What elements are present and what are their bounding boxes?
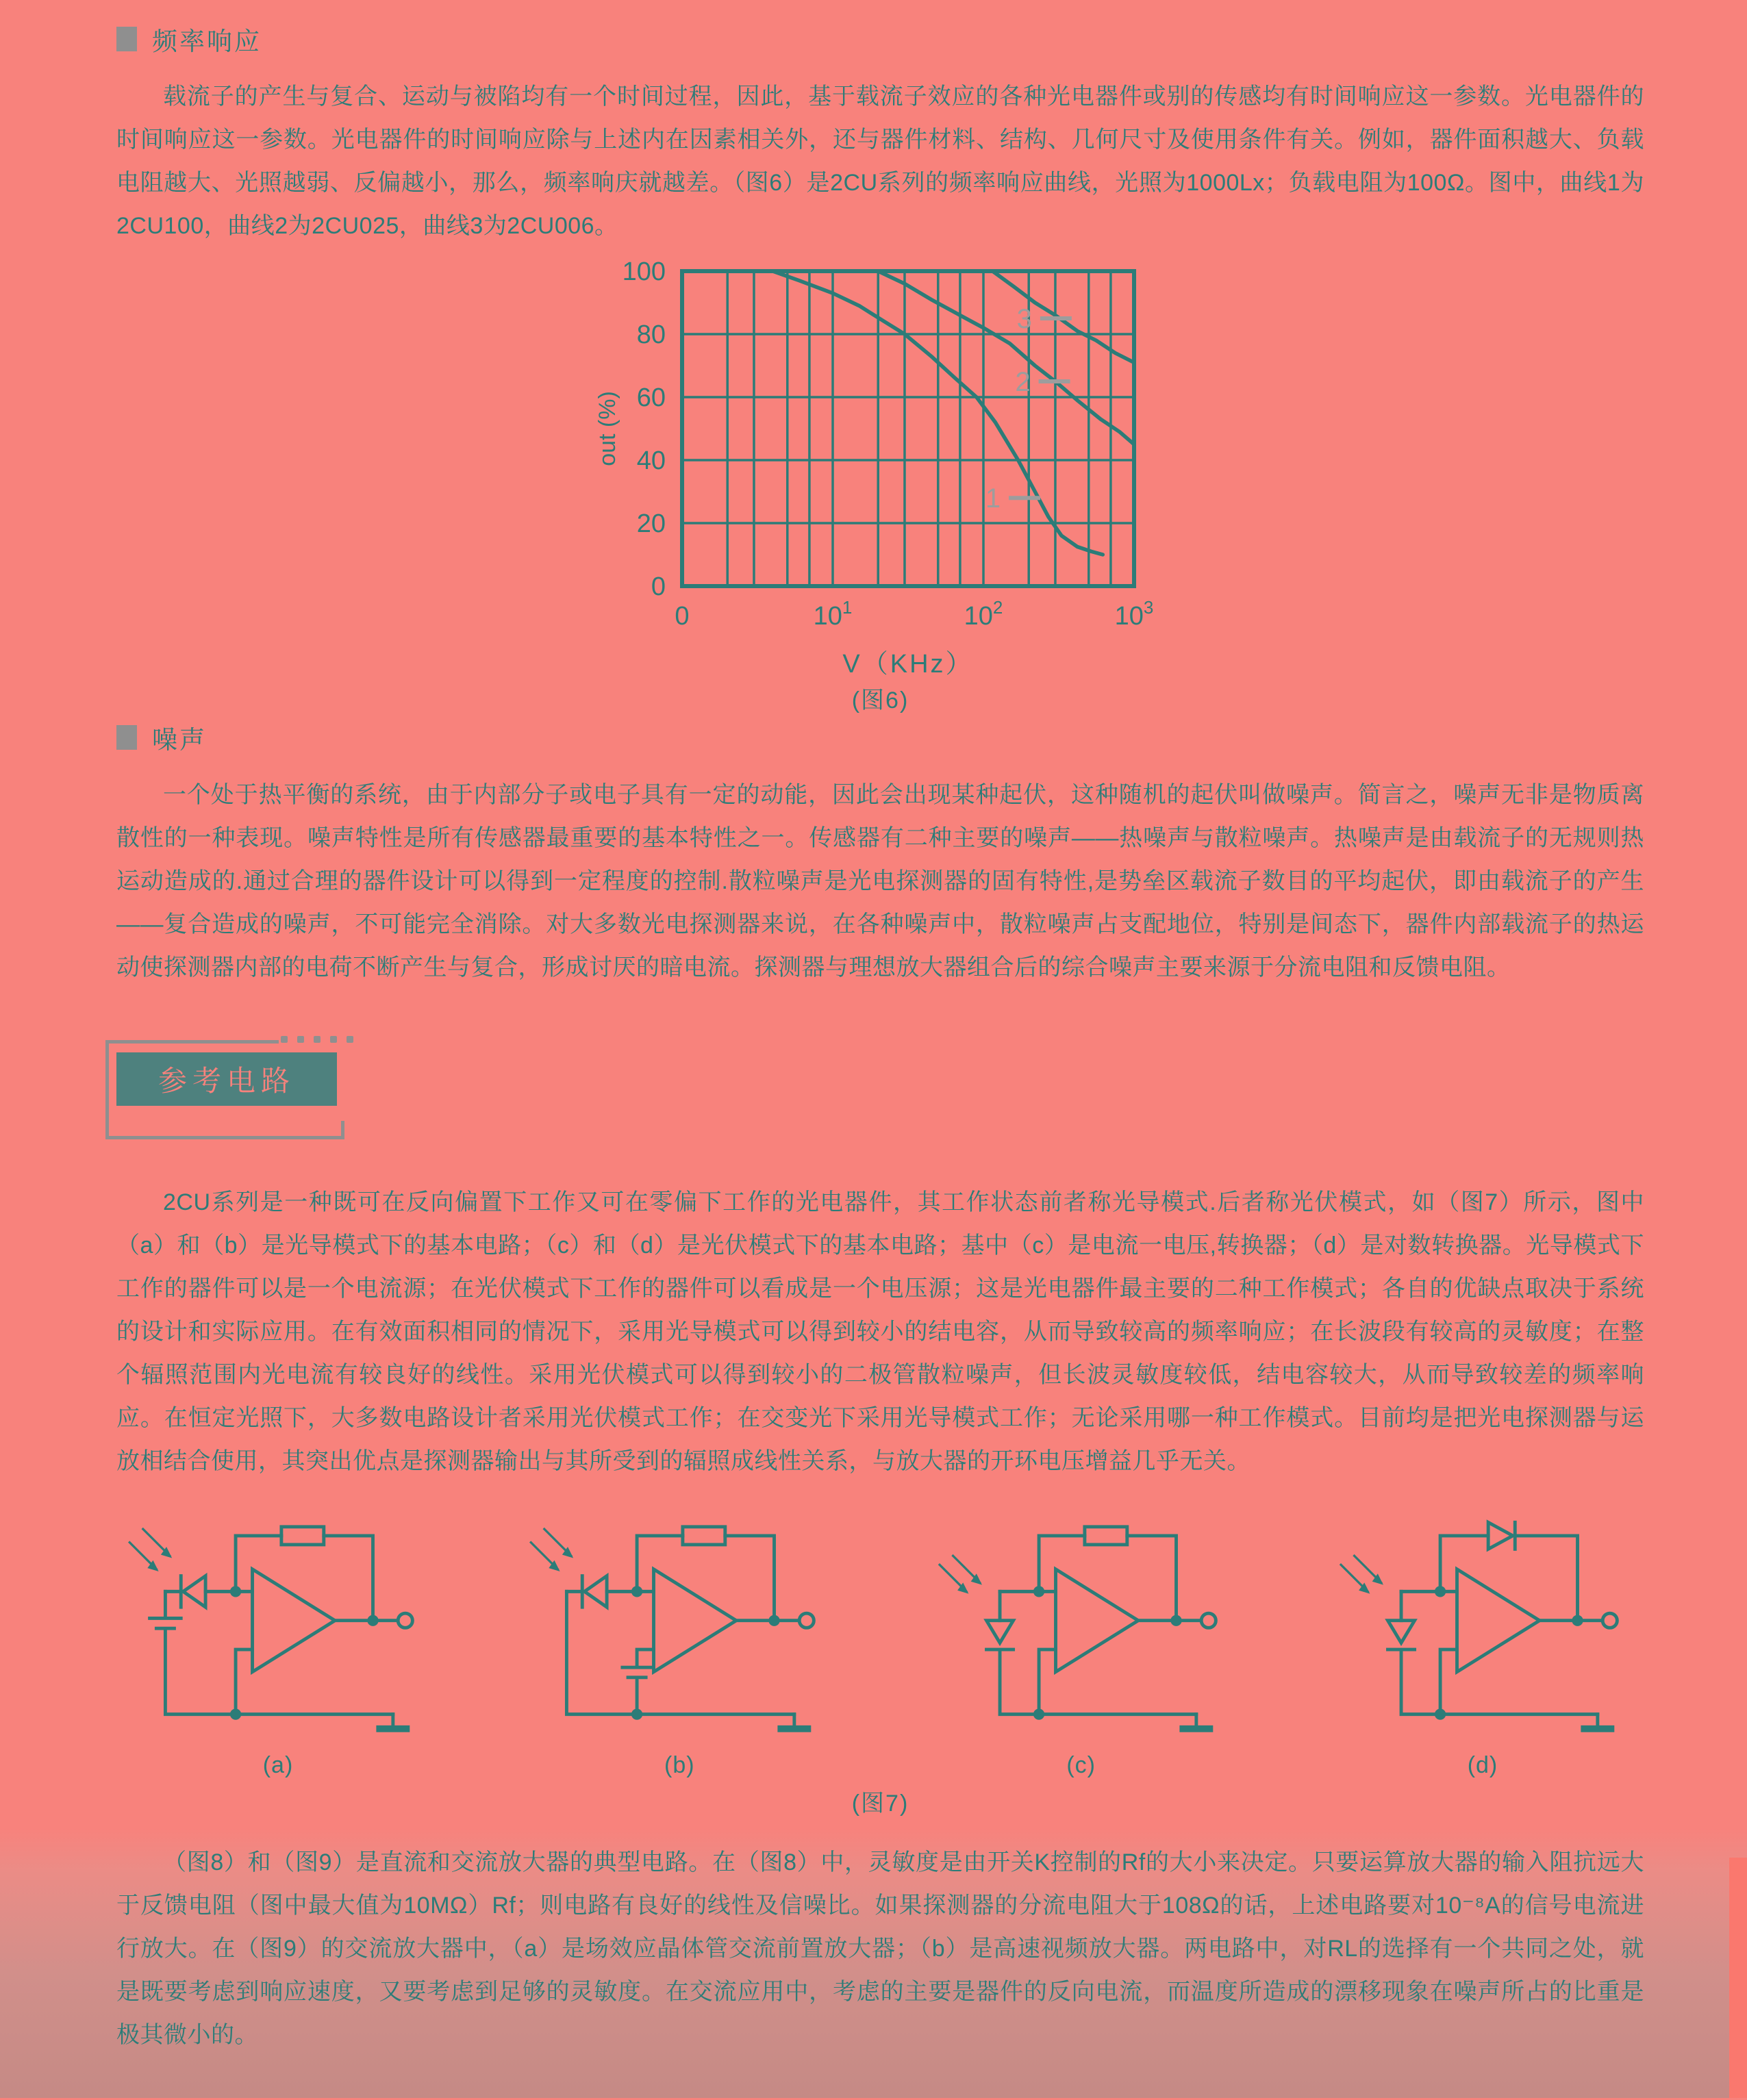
amplifier-paragraph: （图8）和（图9）是直流和交流放大器的典型电路。在（图8）中，灵敏度是由开关K控制的Rf的大小来决定。只要运算放大器的输入阻抗远大于反馈电阻（图中最大值为10MΩ）Rf；则电路有良好的线性及信噪比。如果探测器的分流电阻大于108Ω的话，上述电路要对10⁻⁸A的信号电流进行放大。在（图9）的交流放大器中，（a）是场效应晶体管交流前置放大器；（b）是高速视频放大器。两电路中，对RL的选择有一个共同之处，就是既要考虑到响应速度，又要考虑到足够的灵敏度。在交流应用中，考虑的主要是器件的反向电流，而温度所造成的漂移现象在噪声所占的比重是极其微小的。 xyxy=(116,1849,1644,2048)
circuit-block-a xyxy=(127,1502,429,1779)
reference-circuits-paragraph: 2CU系列是一种既可在反向偏置下工作又可在零偏下工作的光电器件，其工作状态前者称光导模式.后者称光伏模式，如（图7）所示，图中（a）和（b）是光导模式下的基本电路；（c）和（d）是光伏模式下的基本电路；基中（c）是电流一电压,转换器；（d）是对数转换器。光导模式下工作的器件可以是一个电流源；在光伏模式下工作的器件可以看成是一个电压源；这是光电器件最主要的二种工作模式；各自的优缺点取决于系统的设计和实际应用。在有效面积相同的情况下，采用光导模式可以得到较小的结电容，从而导致较高的频率响应；在长波段有较高的灵敏度；在整个辐照范围内光电流有较良好的线性。采用光伏模式可以得到较小的二极管散粒噪声，但长波灵敏度较低，结电容较大，从而导致较差的频率响应。在恒定光照下，大多数电路设计者采用光伏模式工作；在交变光下采用光导模式工作；无论采用哪一种工作模式。目前均是把光电探测器与运放相结合使用，其突出优点是探测器输出与其所受到的辐照成线性关系，与放大器的开环电压增益几乎无关。 xyxy=(116,1189,1644,1474)
circuit-c-caption: (c) xyxy=(1066,1751,1096,1778)
svg-text:100: 100 xyxy=(622,259,666,286)
frequency-response-paragraph: 载流子的产生与复合、运动与被陷均有一个时间过程，因此，基于载流子效应的各种光电器件或别的传感均有时间响应这一参数。光电器件的时间响应这一参数。光电器件的时间响应除与上述内在因素相关外，还与器件材料、结构、几何尺寸及使用条件有关。例如，器件面积越大、负载电阻越大、光照越弱、反偏越小，那么，频率响庆就越差。（图6）是2CU系列的频率响应曲线，光照为1000Lx；负载电阻为100Ω。图中，曲线1为2CU100，曲线2为2CU025，曲线3为2CU006。 xyxy=(116,84,1644,239)
circuit-block-c xyxy=(931,1502,1232,1779)
reference-circuits-header xyxy=(116,1052,541,1144)
figure6 xyxy=(116,259,1644,715)
header-frame-bottom-decoration xyxy=(105,1121,344,1139)
circuit-c-diagram xyxy=(931,1502,1232,1748)
figure7-caption: (图7) xyxy=(851,1790,909,1817)
header-dots-decoration xyxy=(281,1036,353,1043)
square-bullet-icon xyxy=(116,27,137,51)
svg-text:60: 60 xyxy=(636,383,666,412)
square-bullet-icon xyxy=(116,725,137,750)
noise-heading: 噪声 xyxy=(152,726,207,754)
svg-text:out (%): out (%) xyxy=(594,391,620,466)
svg-text:0: 0 xyxy=(674,602,690,631)
section-reference-circuits xyxy=(116,1181,1644,1483)
svg-text:103: $10^3$ xyxy=(1114,597,1153,631)
svg-text:0: 0 xyxy=(651,572,666,601)
noise-paragraph: 一个处于热平衡的系统，由于内部分子或电子具有一定的动能，因此会出现某种起伏，这种随机的起伏叫做噪声。简言之，噪声无非是物质离散性的一种表现。噪声特性是所有传感器最重要的基本特性之一。传感器有二种主要的噪声——热噪声与散粒噪声。热噪声是由载流子的无规则热运动造成的.通过合理的器件设计可以得到一定程度的控制.散粒噪声是光电探测器的固有特性,是势垒区载流子数目的平均起伏，即由载流子的产生——复合造成的噪声，不可能完全消除。对大多数光电探测器来说，在各种噪声中，散粒噪声占支配地位，特别是间态下，器件内部载流子的热运动使探测器内部的电荷不断产生与复合，形成讨厌的暗电流。探测器与理想放大器组合后的综合噪声主要来源于分流电阻和反馈电阻。 xyxy=(116,782,1644,981)
svg-text:2: 2 xyxy=(1014,367,1031,397)
figure6-caption: (图6) xyxy=(851,687,909,713)
circuit-block-b xyxy=(529,1502,830,1779)
svg-text:3: 3 xyxy=(1016,304,1032,334)
svg-text:40: 40 xyxy=(636,446,666,475)
circuit-a-diagram xyxy=(127,1502,429,1748)
figure7-circuits-row xyxy=(116,1502,1644,1779)
frequency-response-chart xyxy=(579,259,1182,678)
svg-text:V（KHz）: V（KHz） xyxy=(842,650,974,678)
section-frequency-response xyxy=(116,21,1644,248)
circuit-b-caption: (b) xyxy=(664,1751,695,1778)
svg-text:1: 1 xyxy=(985,483,1001,514)
svg-text:102: $10^2$ xyxy=(964,597,1003,631)
circuit-b-diagram xyxy=(529,1502,830,1748)
reference-circuits-title: 参考电路 xyxy=(116,1052,337,1106)
frequency-response-heading: 频率响应 xyxy=(152,27,262,55)
circuit-d-caption: (d) xyxy=(1467,1751,1498,1778)
circuit-d-diagram xyxy=(1332,1502,1633,1748)
svg-text:80: 80 xyxy=(636,320,666,349)
svg-text:20: 20 xyxy=(636,509,666,538)
svg-text:101: $10^1$ xyxy=(813,597,852,631)
circuit-a-caption: (a) xyxy=(262,1751,294,1778)
noise-heading-row xyxy=(116,719,1644,756)
frequency-response-heading-row xyxy=(116,21,1644,58)
circuit-block-d xyxy=(1332,1502,1633,1779)
section-noise xyxy=(116,719,1644,989)
section-amplifier-circuits xyxy=(0,1827,1747,2098)
